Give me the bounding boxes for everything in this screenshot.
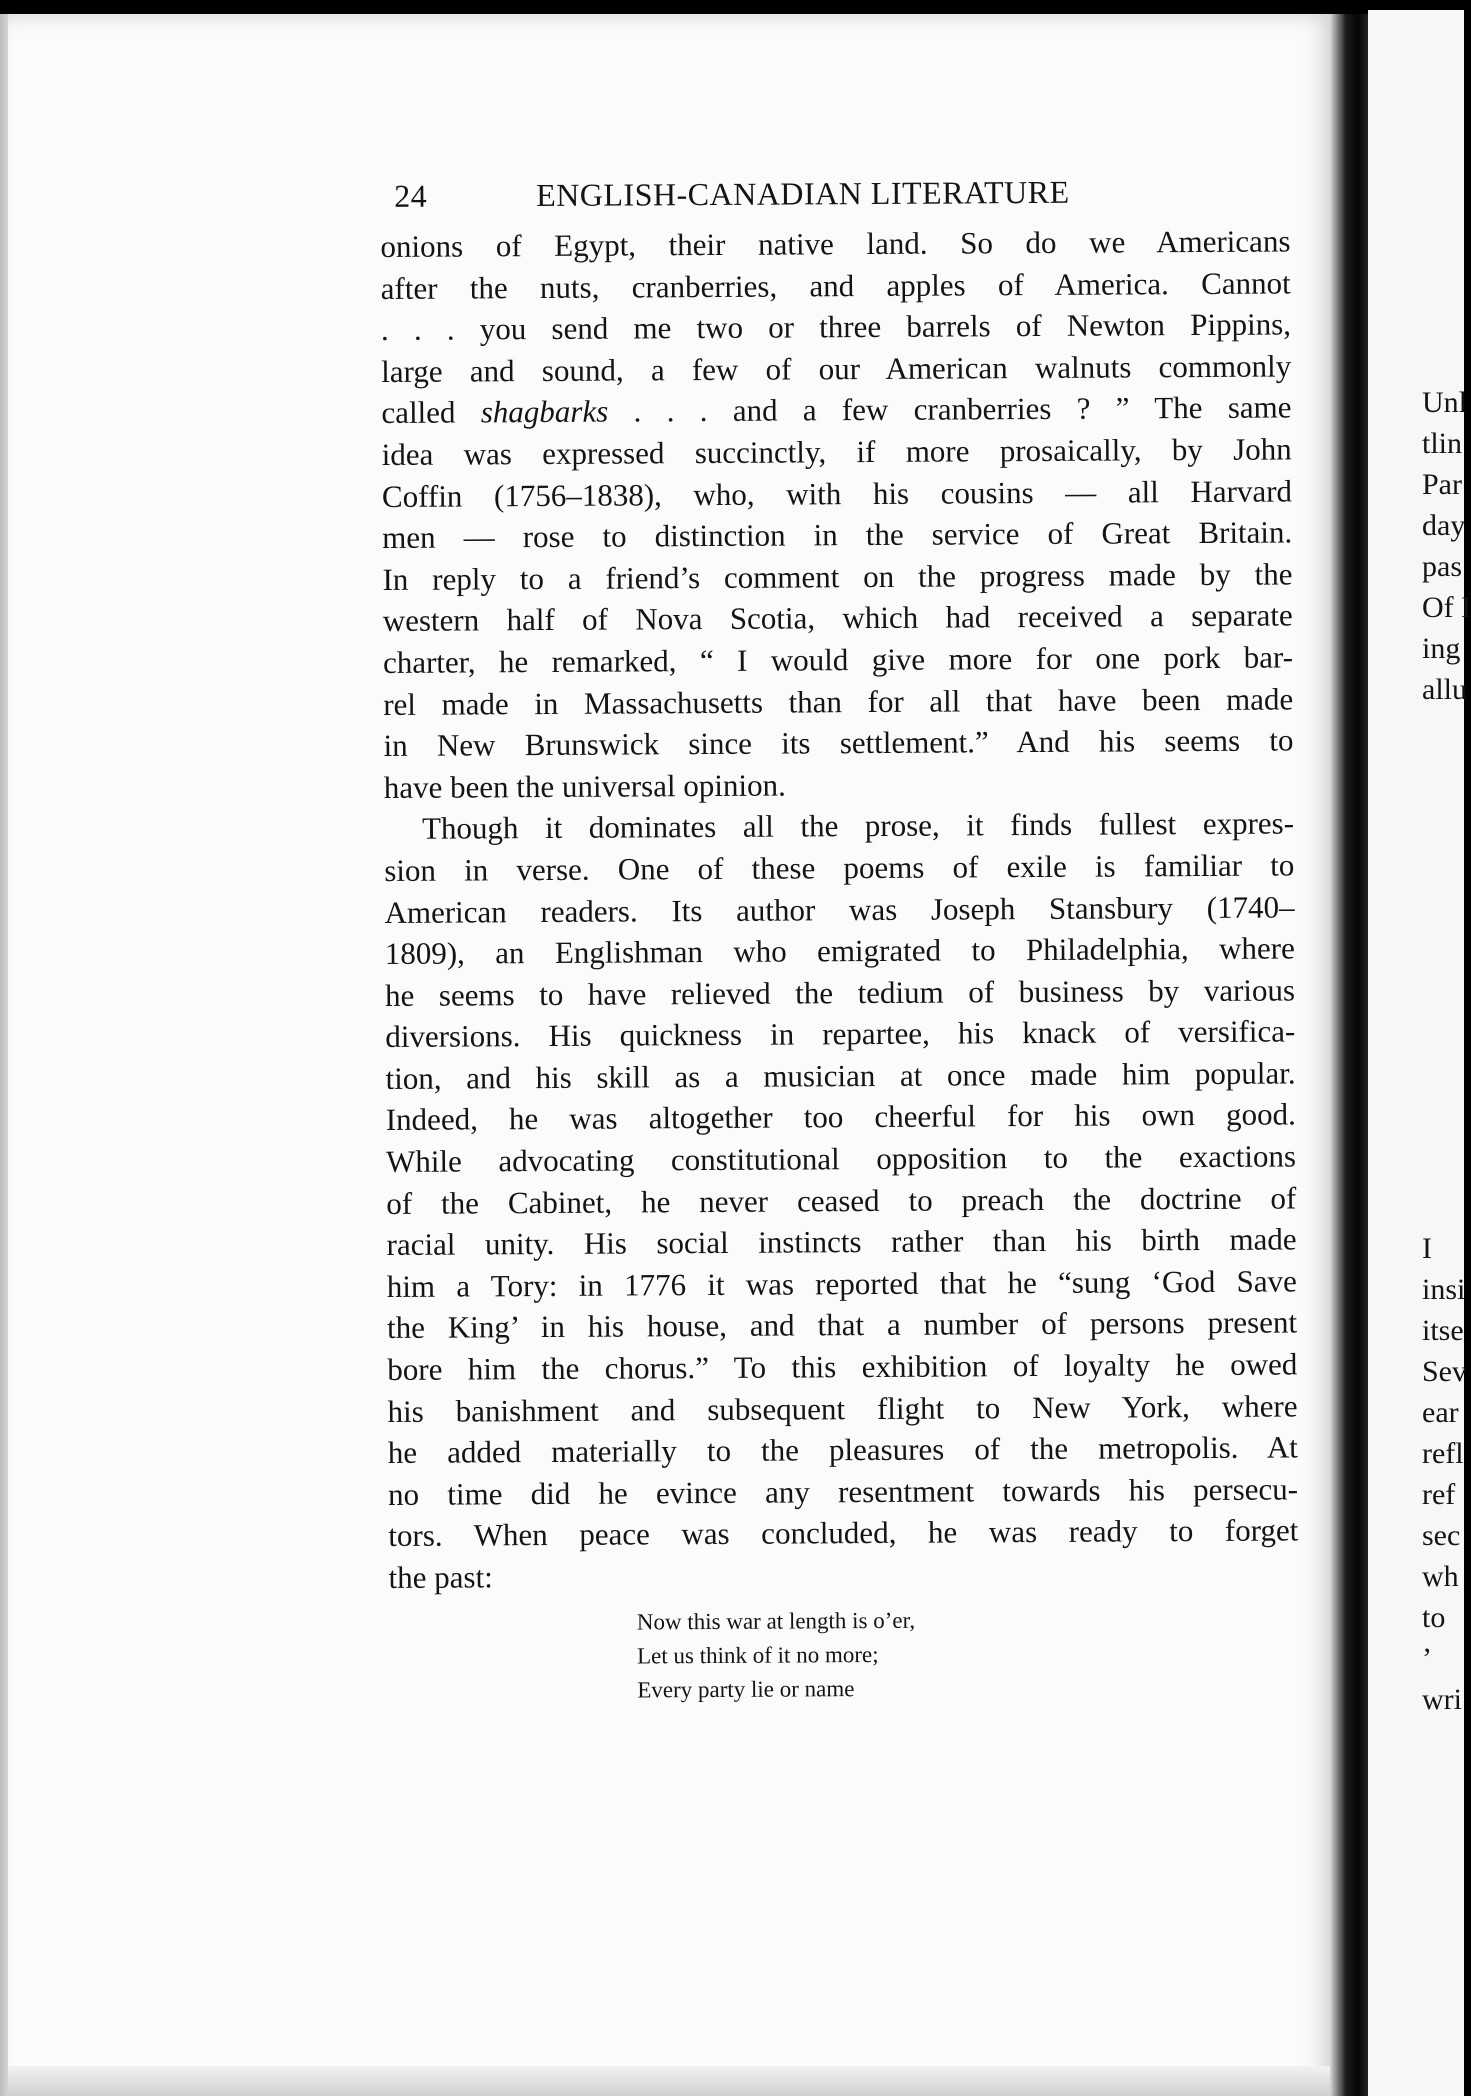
text-line: tion, and his skill as a musician at once made him popular. xyxy=(385,1055,1296,1096)
text-line: In reply to a friend’s comment on the progress made by the xyxy=(382,556,1293,597)
text-line: him a Tory: in 1776 it was reported that he “sung ‘God Save xyxy=(386,1263,1297,1304)
paragraph xyxy=(384,803,1299,1599)
facing-page-line: wh xyxy=(1422,1560,1459,1593)
text-line: no time did he evince any resentment towards his persecu- xyxy=(387,1471,1299,1512)
facing-page-line: Par xyxy=(1422,468,1462,501)
page-number: 24 xyxy=(394,177,428,214)
text-line: . . . you send me two or three barrels of Newton Pippins, xyxy=(380,306,1292,348)
facing-page-text-upper xyxy=(1368,382,1471,710)
page-text xyxy=(380,164,1299,1708)
facing-page-line: allu xyxy=(1422,673,1467,706)
text-line: western half of Nova Scotia, which had received a separate xyxy=(382,597,1293,639)
running-title: ENGLISH-CANADIAN LITERATURE xyxy=(536,173,1070,214)
running-head xyxy=(380,164,1290,226)
facing-page-line: ear xyxy=(1422,1396,1459,1429)
text-line: bore him the chorus.” To this exhibition of loyalty he owed xyxy=(387,1346,1298,1388)
facing-page-text-lower xyxy=(1368,1228,1467,1720)
text-line: tors. When peace was concluded, he was ready to forget xyxy=(388,1512,1299,1554)
verse-line: Every party lie or name xyxy=(637,1675,855,1703)
facing-page-fragment xyxy=(1368,10,1471,2096)
text-line: racial unity. His social instincts rather than his birth made xyxy=(386,1221,1297,1263)
verse-line: Let us think of it no more; xyxy=(637,1641,879,1669)
facing-page-line: pas xyxy=(1422,550,1462,583)
facing-page-line: Unl xyxy=(1422,386,1467,419)
text-line: in New Brunswick since its settlement.” And his seems to xyxy=(383,722,1294,764)
verse-quotation xyxy=(637,1601,1300,1707)
text-line: called shagbarks . . . and a few cranberries ? ” The same xyxy=(381,389,1292,431)
facing-page-line: I xyxy=(1422,1232,1432,1265)
facing-page-line: day xyxy=(1422,509,1466,542)
facing-page-line: itse xyxy=(1422,1314,1464,1347)
text-line: Indeed, he was altogether too cheerful for his own good. xyxy=(385,1096,1296,1138)
facing-page-line: ing xyxy=(1422,632,1461,665)
text-line: American readers. Its author was Joseph Stansbury (1740– xyxy=(384,888,1295,930)
text-line: rel made in Massachusetts than for all that have been made xyxy=(383,680,1294,722)
facing-page-line: ’ xyxy=(1422,1642,1432,1675)
text-line: charter, he remarked, “ I would give more for one pork bar- xyxy=(382,639,1294,680)
facing-page-line: to xyxy=(1422,1601,1446,1634)
facing-page-line: refl xyxy=(1422,1437,1464,1470)
facing-page-line: ref xyxy=(1422,1478,1456,1511)
text-line: idea was expressed succinctly, if more prosaically, by John xyxy=(381,431,1292,472)
text-line: he seems to have relieved the tedium of business by various xyxy=(384,972,1296,1013)
text-line: of the Cabinet, he never ceased to preach the doctrine of xyxy=(386,1180,1297,1221)
text-line: the King’ in his house, and that a number of persons present xyxy=(386,1304,1298,1346)
verse-line: Now this war at length is o’er, xyxy=(636,1607,916,1635)
text-line: Coffin (1756–1838), who, with his cousins — all Harvard xyxy=(381,472,1293,514)
text-line: have been the universal opinion. xyxy=(383,767,786,805)
text-line: While advocating constitutional opposition to the exactions xyxy=(385,1138,1297,1180)
facing-page-line: insi xyxy=(1422,1273,1466,1306)
paragraph xyxy=(380,220,1294,808)
text-line: he added materially to the pleasures of the metropolis. At xyxy=(387,1429,1298,1471)
text-line: Though it dominates all the prose, it finds fullest expres- xyxy=(421,805,1295,847)
text-line: his banishment and subsequent flight to New York, where xyxy=(387,1388,1298,1429)
text-line: diversions. His quickness in repartee, his knack of versifica- xyxy=(385,1013,1296,1055)
facing-page-line: Of I xyxy=(1422,591,1471,624)
text-line: 1809), an Englishman who emigrated to Philadelphia, where xyxy=(384,930,1295,972)
text-line: sion in verse. One of these poems of exile is familiar to xyxy=(384,847,1295,888)
page-bottom-edge xyxy=(8,2066,1330,2096)
text-line: men — rose to distinction in the service of Great Britain. xyxy=(382,514,1293,556)
text-line: onions of Egypt, their native land. So do we Americans xyxy=(380,223,1291,264)
facing-page-line: tlin xyxy=(1422,427,1463,460)
text-line: large and sound, a few of our American walnuts commonly xyxy=(381,348,1292,389)
body-text xyxy=(380,220,1298,1598)
text-line: the past: xyxy=(388,1559,493,1595)
text-line: after the nuts, cranberries, and apples of America. Cannot xyxy=(380,265,1291,306)
book-gutter xyxy=(1330,14,1370,2096)
facing-page-line: Sev xyxy=(1422,1355,1467,1388)
facing-page-line: wri xyxy=(1422,1683,1462,1716)
facing-page-line: sec xyxy=(1422,1519,1461,1552)
